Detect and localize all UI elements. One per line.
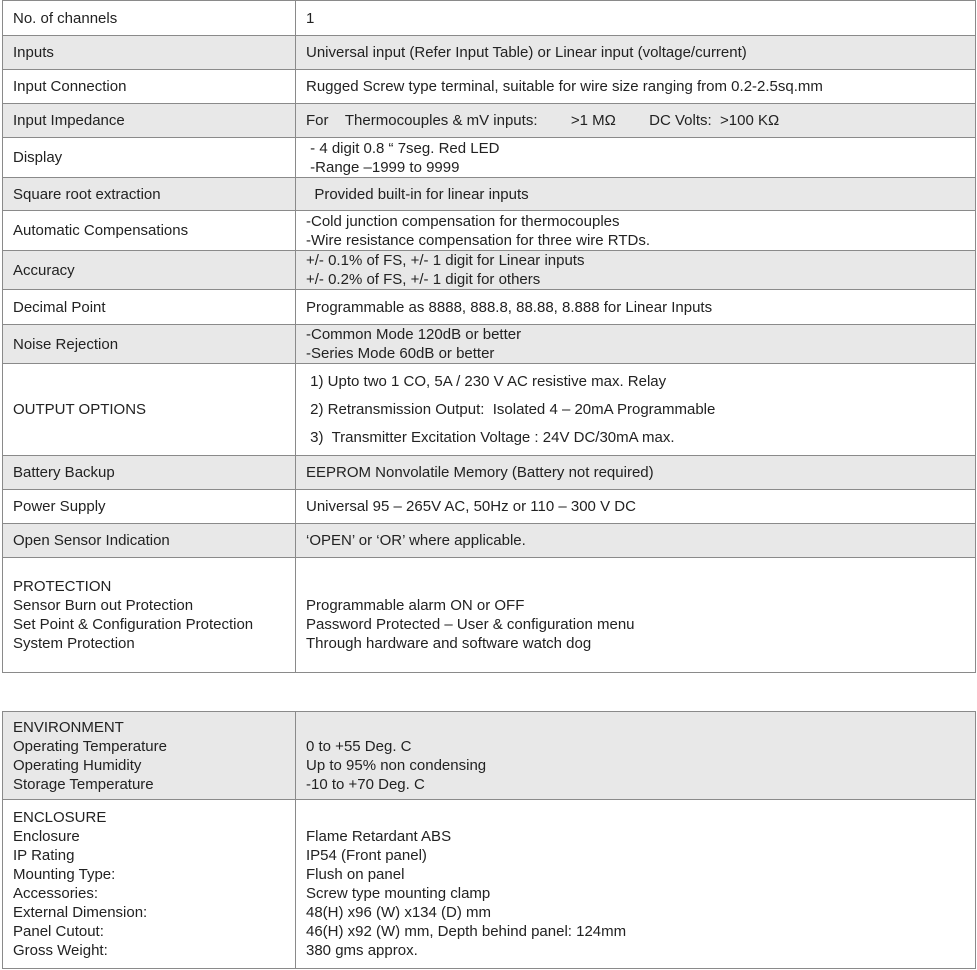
label-line: External Dimension: <box>13 904 148 921</box>
value-line: Password Protected – User & configuration menu <box>306 616 635 633</box>
row-label: Input Connection <box>3 70 296 104</box>
label-line: PROTECTION <box>13 578 112 595</box>
value-line: -Series Mode 60dB or better <box>306 345 495 362</box>
value-line: Programmable alarm ON or OFF <box>306 597 525 614</box>
row-value <box>296 1 976 36</box>
value-line: Through hardware and software watch dog <box>306 635 592 652</box>
row-value <box>296 524 976 558</box>
row-label: Automatic Compensations <box>3 211 296 251</box>
table-row <box>3 178 976 211</box>
row-value <box>296 364 976 456</box>
value-line: -Cold junction compensation for thermocouples <box>306 212 620 230</box>
table-row <box>3 70 976 104</box>
value-line: 3) Transmitter Excitation Voltage : 24V DC/30mA max. <box>306 428 675 446</box>
row-value <box>296 70 976 104</box>
row-label <box>3 712 296 800</box>
table-row <box>3 712 976 800</box>
row-label: OUTPUT OPTIONS <box>3 364 296 456</box>
row-value <box>296 290 976 325</box>
row-label: Noise Rejection <box>3 325 296 364</box>
table-row <box>3 104 976 138</box>
row-label <box>3 558 296 673</box>
table-row <box>3 251 976 290</box>
value-line <box>306 808 965 827</box>
label-line: Panel Cutout: <box>13 923 104 940</box>
row-value <box>296 138 976 178</box>
row-label: No. of channels <box>3 1 296 36</box>
row-label: Decimal Point <box>3 290 296 325</box>
label-line: Accessories: <box>13 885 99 902</box>
row-value <box>296 325 976 364</box>
value-line: ‘OPEN’ or ‘OR’ where applicable. <box>306 532 526 549</box>
row-label: Accuracy <box>3 251 296 290</box>
label-line: IP Rating <box>13 847 75 864</box>
table-row <box>3 456 976 490</box>
row-label: Input Impedance <box>3 104 296 138</box>
value-line: For Thermocouples & mV inputs: >1 MΩ DC Volts: >100 KΩ <box>306 112 780 129</box>
row-value <box>296 104 976 138</box>
value-line: 1) Upto two 1 CO, 5A / 230 V AC resistive max. Relay <box>306 372 667 390</box>
label-line: Set Point & Configuration Protection <box>13 616 254 633</box>
label-line: Gross Weight: <box>13 942 108 959</box>
value-line: Rugged Screw type terminal, suitable for wire size ranging from 0.2-2.5sq.mm <box>306 78 823 95</box>
table-row <box>3 36 976 70</box>
label-line: Operating Temperature <box>13 737 167 755</box>
row-value <box>296 490 976 524</box>
table-row <box>3 558 976 673</box>
row-value <box>296 558 976 673</box>
value-line: +/- 0.1% of FS, +/- 1 digit for Linear inputs <box>306 252 585 269</box>
row-label: Battery Backup <box>3 456 296 490</box>
table-row <box>3 211 976 251</box>
row-label: Power Supply <box>3 490 296 524</box>
value-line: 1 <box>306 9 315 27</box>
row-value <box>296 456 976 490</box>
value-line: Universal input (Refer Input Table) or Linear input (voltage/current) <box>306 44 747 61</box>
table-row <box>3 490 976 524</box>
label-line: ENCLOSURE <box>13 809 107 826</box>
value-line: Flame Retardant ABS <box>306 828 452 845</box>
label-line: Operating Humidity <box>13 756 142 774</box>
value-line: -Range –1999 to 9999 <box>306 158 460 176</box>
value-line: - 4 digit 0.8 “ 7seg. Red LED <box>306 139 500 157</box>
row-value <box>296 251 976 290</box>
label-line: Storage Temperature <box>13 775 154 793</box>
label-line: ENVIRONMENT <box>13 718 124 736</box>
value-line: IP54 (Front panel) <box>306 847 427 864</box>
table-row <box>3 290 976 325</box>
value-line: 46(H) x92 (W) mm, Depth behind panel: 124mm <box>306 923 627 940</box>
label-line: Mounting Type: <box>13 866 116 883</box>
table-row <box>3 1 976 36</box>
value-line: -Wire resistance compensation for three wire RTDs. <box>306 231 651 249</box>
value-line: 2) Retransmission Output: Isolated 4 – 20mA Programmable <box>306 400 716 418</box>
table-row <box>3 138 976 178</box>
spec-table <box>2 0 976 673</box>
value-line: -10 to +70 Deg. C <box>306 775 425 793</box>
value-line: Universal 95 – 265V AC, 50Hz or 110 – 300 V DC <box>306 498 636 515</box>
value-line: Screw type mounting clamp <box>306 885 491 902</box>
label-line: Sensor Burn out Protection <box>13 597 194 614</box>
table-row <box>3 524 976 558</box>
row-label: Square root extraction <box>3 178 296 211</box>
row-label <box>3 800 296 969</box>
environment-table <box>2 711 976 969</box>
value-line <box>306 577 965 596</box>
row-value <box>296 211 976 251</box>
row-label: Display <box>3 138 296 178</box>
value-line: EEPROM Nonvolatile Memory (Battery not required) <box>306 464 654 481</box>
label-line: Enclosure <box>13 828 80 845</box>
row-value <box>296 178 976 211</box>
value-line: 48(H) x96 (W) x134 (D) mm <box>306 904 492 921</box>
value-line: Up to 95% non condensing <box>306 756 487 774</box>
row-value <box>296 36 976 70</box>
table-row <box>3 800 976 969</box>
value-line <box>306 718 965 737</box>
value-line: Programmable as 8888, 888.8, 88.88, 8.888 for Linear Inputs <box>306 298 713 316</box>
row-label: Inputs <box>3 36 296 70</box>
row-label: Open Sensor Indication <box>3 524 296 558</box>
row-value <box>296 712 976 800</box>
value-line: -Common Mode 120dB or better <box>306 326 522 343</box>
value-line: 380 gms approx. <box>306 942 418 959</box>
value-line: +/- 0.2% of FS, +/- 1 digit for others <box>306 271 541 288</box>
table-row <box>3 325 976 364</box>
table-row <box>3 364 976 456</box>
value-line: Flush on panel <box>306 866 405 883</box>
value-line: Provided built-in for linear inputs <box>306 185 529 203</box>
value-line: 0 to +55 Deg. C <box>306 737 412 755</box>
label-line: System Protection <box>13 635 135 652</box>
row-value <box>296 800 976 969</box>
